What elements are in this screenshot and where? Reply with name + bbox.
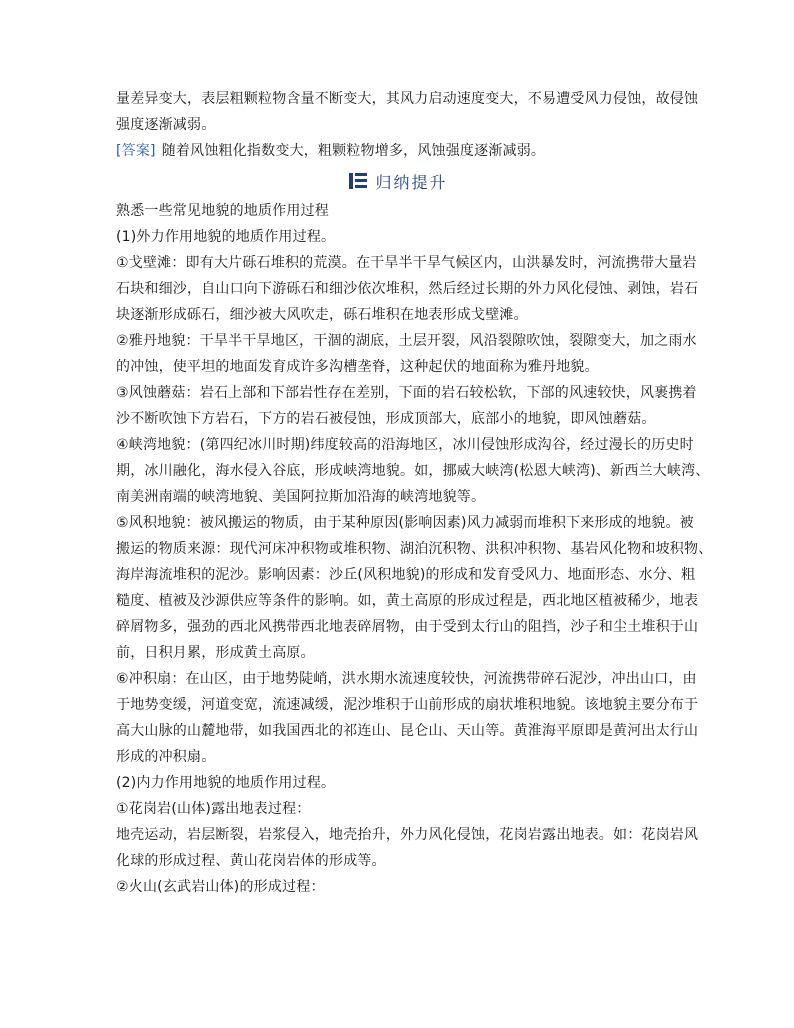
section-title: 归纳提升 xyxy=(375,172,448,192)
body-line: ⑤风积地貌：被风搬运的物质，由于某种原因(影响因素)风力减弱而堆积下来形成的地貌。被 xyxy=(116,515,694,531)
body-line: 熟悉一些常见地貌的地质作用过程 xyxy=(116,203,329,219)
body-line: ⑥冲积扇：在山区，由于地势陡峭，洪水期水流速度较快，河流携带碎石泥沙，冲出山口，由 xyxy=(116,671,697,687)
body-line: 石块和细沙，自山口向下游砾石和细沙依次堆积，然后经过长期的外力风化侵蚀、剥蚀，岩石 xyxy=(116,281,699,297)
body-line: ②火山(玄武岩山体)的形成过程： xyxy=(116,879,325,895)
body-line: 化球的形成过程、黄山花岗岩体的形成等。 xyxy=(116,853,386,869)
list-icon xyxy=(349,173,367,189)
body-line: 的冲蚀，使平坦的地面发育成许多沟槽垄脊，这种起伏的地面称为雅丹地貌。 xyxy=(116,359,599,375)
body-line: 前，日积月累，形成黄土高原。 xyxy=(116,645,315,661)
body-line: (1)外力作用地貌的地质作用过程。 xyxy=(116,229,336,245)
body-line: 沙不断吹蚀下方岩石，下方的岩石被侵蚀，形成顶部大，底部小的地貌，即风蚀蘑菇。 xyxy=(116,411,656,427)
body-line: 高大山脉的山麓地带，如我国西北的祁连山、昆仑山、天山等。黄淮海平原即是黄河出太行山 xyxy=(116,723,699,739)
body-line: (2)内力作用地貌的地质作用过程。 xyxy=(116,775,336,791)
body-line: 于地势变缓，河道变宽，流速减缓，泥沙堆积于山前形成的扇状堆积地貌。该地貌主要分布于 xyxy=(116,697,699,713)
answer-line xyxy=(116,138,681,164)
body-line: 期，冰川融化，海水侵入谷底，形成峡湾地貌。如，挪威大峡湾(松恩大峡湾)、新西兰大峡湾、 xyxy=(116,463,710,479)
body-line: 搬运的物质来源：现代河床冲积物或堆积物、湖泊沉积物、洪积冲积物、基岩风化物和坡积物、 xyxy=(116,541,713,557)
body-line: ①花岗岩(山体)露出地表过程： xyxy=(116,801,311,817)
body-line: 碎屑物多，强劲的西北风携带西北地表碎屑物，由于受到太行山的阻挡，沙子和尘土堆积于山 xyxy=(116,619,699,635)
body-line: 地壳运动，岩层断裂，岩浆侵入，地壳抬升，外力风化侵蚀，花岗岩露出地表。如：花岗岩风 xyxy=(116,827,699,843)
body-line: 海岸海流堆积的泥沙。影响因素：沙丘(风积地貌)的形成和发育受风力、地面形态、水分、粗 xyxy=(116,567,696,583)
answer-text: 随着风蚀粗化指数变大，粗颗粒物增多，风蚀强度逐渐减弱。 xyxy=(161,143,546,159)
document-page xyxy=(116,86,713,900)
body-line: ④峡湾地貌：(第四纪冰川时期)纬度较高的沿海地区，冰川侵蚀形成沟谷，经过漫长的历史时 xyxy=(116,437,694,453)
answer-label: [答案] xyxy=(116,143,156,159)
section-heading xyxy=(116,166,681,196)
body-line: 南美洲南端的峡湾地貌、美国阿拉斯加沿海的峡湾地貌等。 xyxy=(116,489,486,505)
intro-line-1: 量差异变大，表层粗颗粒物含量不断变大，其风力启动速度变大，不易遭受风力侵蚀，故侵蚀 xyxy=(116,91,699,107)
body-line: 糙度、植被及沙源供应等条件的影响。如，黄土高原的形成过程是，西北地区植被稀少，地表 xyxy=(116,593,699,609)
body-line: 形成的冲积扇。 xyxy=(116,749,216,765)
intro-line-2: 强度逐渐减弱。 xyxy=(116,117,216,133)
body-line: 块逐渐形成砾石，细沙被大风吹走，砾石堆积在地表形成戈壁滩。 xyxy=(116,307,528,323)
body-line: ②雅丹地貌：干旱半干旱地区，干涸的湖底，土层开裂，风沿裂隙吹蚀，裂隙变大，加之雨水 xyxy=(116,333,697,349)
body-line: ①戈壁滩：即有大片砾石堆积的荒漠。在干旱半干旱气候区内，山洪暴发时，河流携带大量岩 xyxy=(116,255,697,271)
body-line: ③风蚀蘑菇：岩石上部和下部岩性存在差别，下面的岩石较松软，下部的风速较快，风裹携着 xyxy=(116,385,697,401)
